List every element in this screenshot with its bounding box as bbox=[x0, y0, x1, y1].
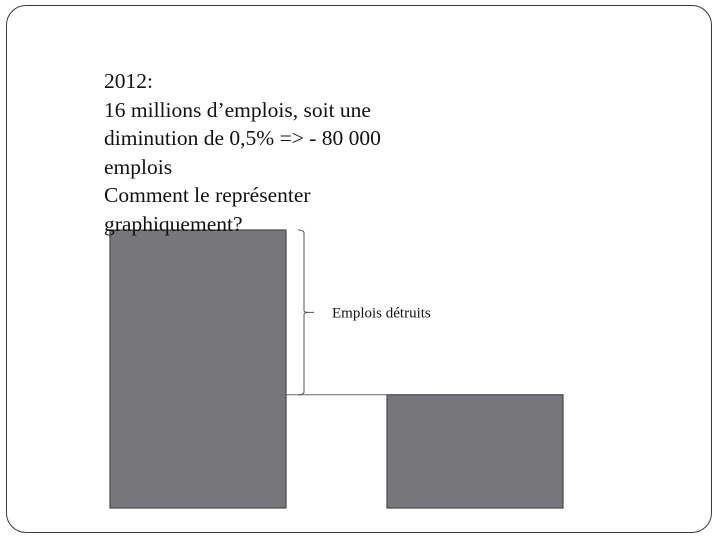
text-line: 2012: bbox=[104, 69, 153, 93]
text-line: graphiquement? bbox=[104, 211, 243, 236]
bar-after bbox=[387, 395, 563, 508]
text-line: Comment le représenter bbox=[104, 183, 311, 207]
annotation-label: Emplois détruits bbox=[332, 305, 431, 322]
bar-before bbox=[110, 230, 286, 508]
text-line: diminution de 0,5% => - 80 000 bbox=[104, 126, 381, 150]
brace-icon bbox=[298, 230, 314, 395]
slide-text bbox=[104, 67, 504, 238]
text-line: 16 millions d’emplois, soit une bbox=[104, 97, 371, 122]
text-line: emplois bbox=[104, 154, 173, 179]
